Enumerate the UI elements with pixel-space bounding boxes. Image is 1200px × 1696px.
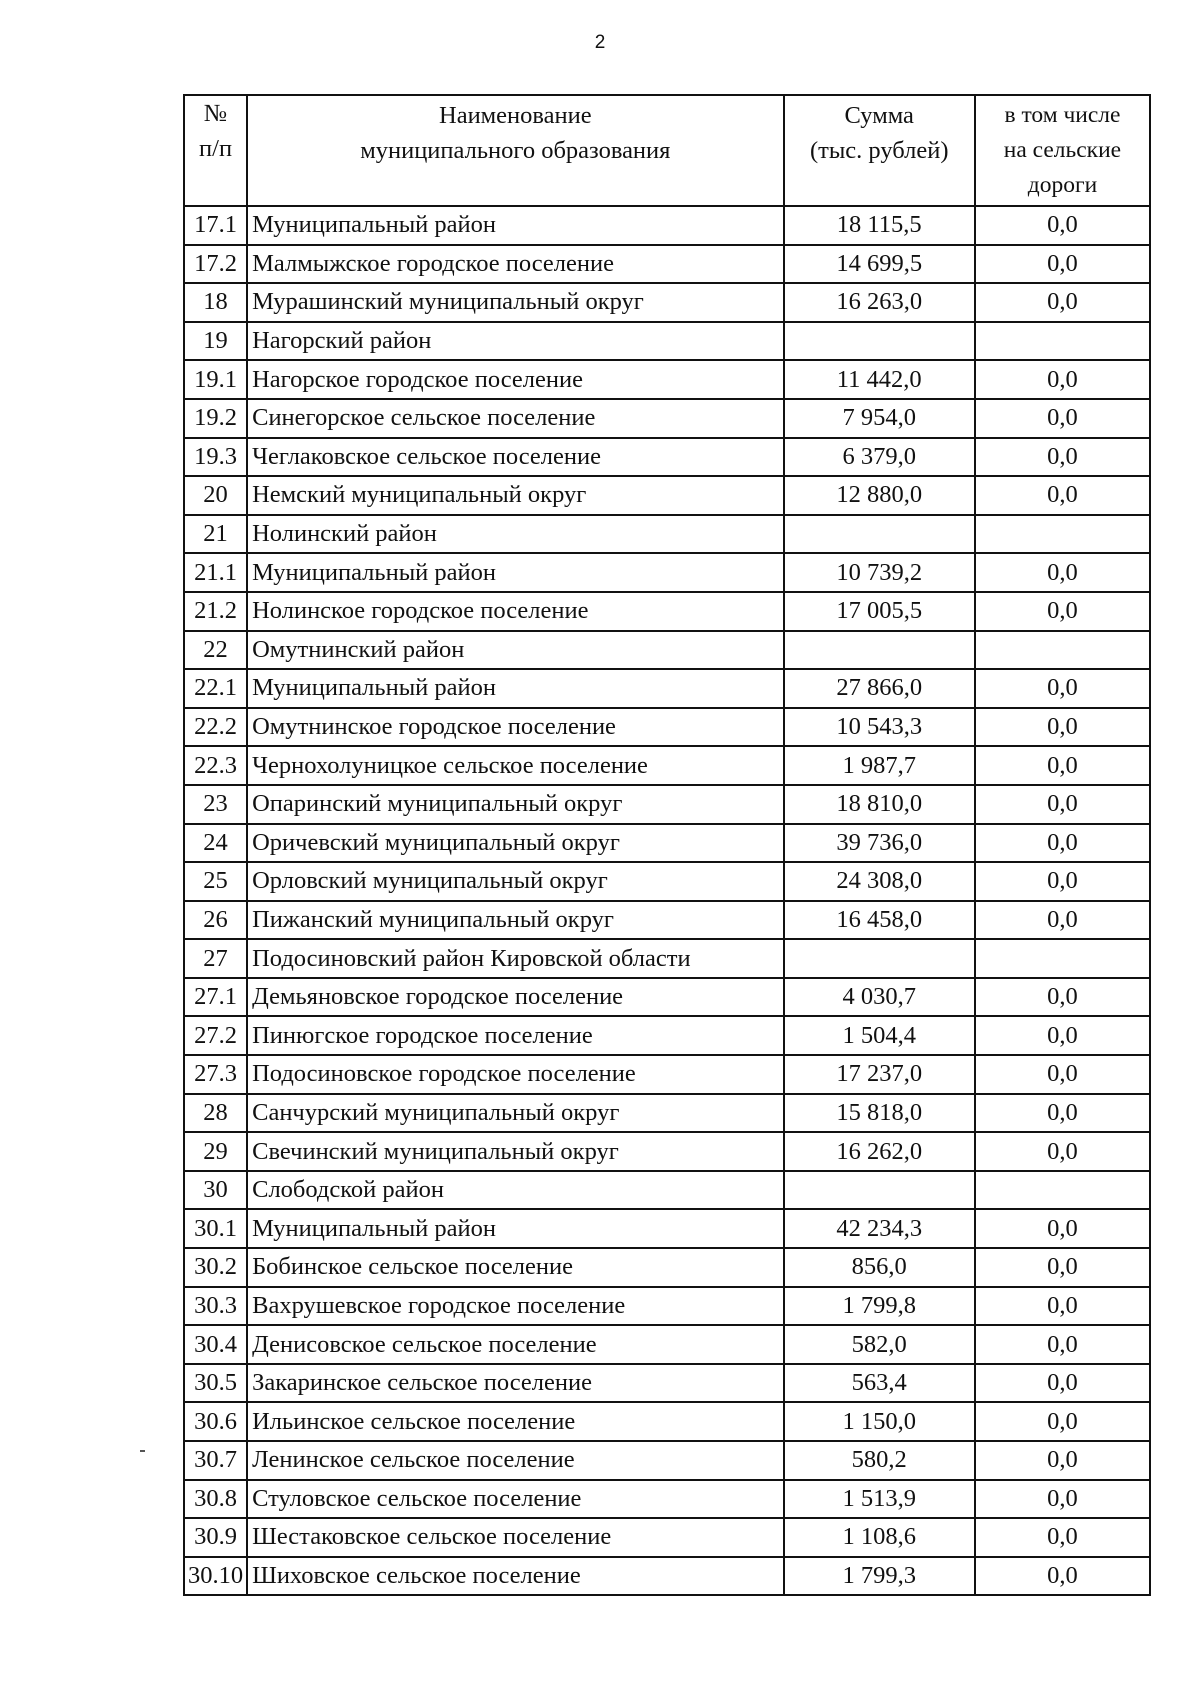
- allocation-table: [183, 94, 1151, 1596]
- row-sum-cell: 1 799,3: [784, 1557, 975, 1596]
- row-number-cell: 19.3: [184, 438, 247, 477]
- table-row: [184, 1016, 1150, 1055]
- table-row: [184, 1518, 1150, 1557]
- row-roads-cell: 0,0: [975, 708, 1150, 747]
- row-roads-cell: 0,0: [975, 283, 1150, 322]
- table-row: [184, 399, 1150, 438]
- row-roads-cell: [975, 1171, 1150, 1210]
- row-roads-cell: 0,0: [975, 901, 1150, 940]
- row-roads-cell: 0,0: [975, 1248, 1150, 1287]
- table-body: [184, 206, 1150, 1595]
- row-roads-cell: [975, 322, 1150, 361]
- row-roads-cell: 0,0: [975, 360, 1150, 399]
- row-sum-cell: 27 866,0: [784, 669, 975, 708]
- table-row: [184, 708, 1150, 747]
- row-sum-cell: 1 987,7: [784, 746, 975, 785]
- row-name-cell: Омутнинское городское поселение: [247, 708, 783, 747]
- row-number-cell: 27: [184, 939, 247, 978]
- row-sum-cell: 856,0: [784, 1248, 975, 1287]
- row-number-cell: 27.3: [184, 1055, 247, 1094]
- row-name-cell: Орловский муниципальный округ: [247, 862, 783, 901]
- row-roads-cell: 0,0: [975, 785, 1150, 824]
- header-roads-line: дороги: [1027, 172, 1098, 198]
- row-name-cell: Опаринский муниципальный округ: [247, 785, 783, 824]
- row-roads-cell: 0,0: [975, 1480, 1150, 1519]
- row-name-cell: Свечинский муниципальный округ: [247, 1132, 783, 1171]
- table-row: [184, 862, 1150, 901]
- row-sum-cell: [784, 631, 975, 670]
- row-sum-cell: 1 513,9: [784, 1480, 975, 1519]
- header-name: [247, 95, 783, 206]
- row-name-cell: Шестаковское сельское поселение: [247, 1518, 783, 1557]
- row-number-cell: 30.3: [184, 1287, 247, 1326]
- table-row: [184, 1557, 1150, 1596]
- row-roads-cell: 0,0: [975, 1094, 1150, 1133]
- row-sum-cell: 582,0: [784, 1325, 975, 1364]
- row-roads-cell: 0,0: [975, 206, 1150, 245]
- row-number-cell: 25: [184, 862, 247, 901]
- row-roads-cell: 0,0: [975, 1016, 1150, 1055]
- row-roads-cell: 0,0: [975, 1364, 1150, 1403]
- row-sum-cell: 17 237,0: [784, 1055, 975, 1094]
- row-sum-cell: [784, 939, 975, 978]
- header-row: [184, 95, 1150, 206]
- row-sum-cell: 12 880,0: [784, 476, 975, 515]
- row-number-cell: 21: [184, 515, 247, 554]
- row-sum-cell: [784, 515, 975, 554]
- table-row: [184, 939, 1150, 978]
- row-sum-cell: 10 739,2: [784, 553, 975, 592]
- row-roads-cell: 0,0: [975, 438, 1150, 477]
- row-roads-cell: 0,0: [975, 1287, 1150, 1326]
- row-number-cell: 26: [184, 901, 247, 940]
- row-number-cell: 30.7: [184, 1441, 247, 1480]
- row-name-cell: Вахрушевское городское поселение: [247, 1287, 783, 1326]
- header-name-line: Наименование: [439, 102, 592, 129]
- row-roads-cell: 0,0: [975, 669, 1150, 708]
- row-number-cell: 28: [184, 1094, 247, 1133]
- row-sum-cell: [784, 1171, 975, 1210]
- row-roads-cell: 0,0: [975, 862, 1150, 901]
- row-roads-cell: 0,0: [975, 476, 1150, 515]
- row-name-cell: Малмыжское городское поселение: [247, 245, 783, 284]
- row-name-cell: Муниципальный район: [247, 206, 783, 245]
- table-row: [184, 1325, 1150, 1364]
- table-row: [184, 669, 1150, 708]
- row-sum-cell: 1 108,6: [784, 1518, 975, 1557]
- row-number-cell: 27.2: [184, 1016, 247, 1055]
- row-roads-cell: 0,0: [975, 824, 1150, 863]
- row-sum-cell: 42 234,3: [784, 1209, 975, 1248]
- table-row: [184, 283, 1150, 322]
- header-num-line: №: [203, 100, 228, 127]
- row-number-cell: 30.2: [184, 1248, 247, 1287]
- row-name-cell: Стуловское сельское поселение: [247, 1480, 783, 1519]
- row-sum-cell: 14 699,5: [784, 245, 975, 284]
- row-name-cell: Чеглаковское сельское поселение: [247, 438, 783, 477]
- row-roads-cell: 0,0: [975, 746, 1150, 785]
- row-number-cell: 19.1: [184, 360, 247, 399]
- row-roads-cell: 0,0: [975, 1518, 1150, 1557]
- row-name-cell: Нолинское городское поселение: [247, 592, 783, 631]
- row-sum-cell: 1 150,0: [784, 1402, 975, 1441]
- row-number-cell: 21.1: [184, 553, 247, 592]
- row-number-cell: 21.2: [184, 592, 247, 631]
- row-sum-cell: 18 810,0: [784, 785, 975, 824]
- table-row: [184, 1402, 1150, 1441]
- header-roads-line: в том числе: [1004, 102, 1121, 128]
- header-sum-line: Сумма: [844, 102, 914, 129]
- row-sum-cell: 16 262,0: [784, 1132, 975, 1171]
- row-roads-cell: 0,0: [975, 1441, 1150, 1480]
- row-name-cell: Нагорское городское поселение: [247, 360, 783, 399]
- table-row: [184, 978, 1150, 1017]
- row-name-cell: Подосиновское городское поселение: [247, 1055, 783, 1094]
- row-name-cell: Мурашинский муниципальный округ: [247, 283, 783, 322]
- row-roads-cell: [975, 631, 1150, 670]
- table-row: [184, 1055, 1150, 1094]
- table-row: [184, 245, 1150, 284]
- row-sum-cell: 24 308,0: [784, 862, 975, 901]
- row-name-cell: Немский муниципальный округ: [247, 476, 783, 515]
- table-row: [184, 824, 1150, 863]
- row-sum-cell: 16 458,0: [784, 901, 975, 940]
- row-number-cell: 22.3: [184, 746, 247, 785]
- row-number-cell: 30.5: [184, 1364, 247, 1403]
- row-sum-cell: 1 799,8: [784, 1287, 975, 1326]
- table-row: [184, 785, 1150, 824]
- row-number-cell: 17.1: [184, 206, 247, 245]
- table-row: [184, 322, 1150, 361]
- row-name-cell: Ленинское сельское поселение: [247, 1441, 783, 1480]
- row-name-cell: Пинюгское городское поселение: [247, 1016, 783, 1055]
- header-roads: [975, 95, 1150, 206]
- row-roads-cell: 0,0: [975, 978, 1150, 1017]
- row-roads-cell: 0,0: [975, 1325, 1150, 1364]
- row-name-cell: Нолинский район: [247, 515, 783, 554]
- row-roads-cell: 0,0: [975, 1557, 1150, 1596]
- row-number-cell: 29: [184, 1132, 247, 1171]
- row-name-cell: Оричевский муниципальный округ: [247, 824, 783, 863]
- table-row: [184, 515, 1150, 554]
- row-roads-cell: 0,0: [975, 553, 1150, 592]
- row-number-cell: 30.9: [184, 1518, 247, 1557]
- row-name-cell: Синегорское сельское поселение: [247, 399, 783, 438]
- row-name-cell: Чернохолуницкое сельское поселение: [247, 746, 783, 785]
- row-number-cell: 30.1: [184, 1209, 247, 1248]
- row-number-cell: 18: [184, 283, 247, 322]
- header-num: [184, 95, 247, 206]
- row-roads-cell: 0,0: [975, 399, 1150, 438]
- table-row: [184, 553, 1150, 592]
- table-row: [184, 1480, 1150, 1519]
- row-number-cell: 24: [184, 824, 247, 863]
- row-number-cell: 19: [184, 322, 247, 361]
- row-number-cell: 20: [184, 476, 247, 515]
- row-sum-cell: 563,4: [784, 1364, 975, 1403]
- row-roads-cell: 0,0: [975, 1209, 1150, 1248]
- row-name-cell: Бобинское сельское поселение: [247, 1248, 783, 1287]
- row-sum-cell: 4 030,7: [784, 978, 975, 1017]
- row-name-cell: Санчурский муниципальный округ: [247, 1094, 783, 1133]
- row-sum-cell: 18 115,5: [784, 206, 975, 245]
- row-roads-cell: 0,0: [975, 1132, 1150, 1171]
- row-sum-cell: 1 504,4: [784, 1016, 975, 1055]
- header-roads-line: на сельские: [1003, 137, 1122, 163]
- table-row: [184, 206, 1150, 245]
- row-number-cell: 30.6: [184, 1402, 247, 1441]
- table-row: [184, 1209, 1150, 1248]
- row-name-cell: Муниципальный район: [247, 553, 783, 592]
- header-num-line: п/п: [199, 135, 233, 162]
- header-sum: [784, 95, 975, 206]
- row-number-cell: 22: [184, 631, 247, 670]
- row-number-cell: 22.2: [184, 708, 247, 747]
- row-roads-cell: 0,0: [975, 1402, 1150, 1441]
- row-sum-cell: 6 379,0: [784, 438, 975, 477]
- row-name-cell: Муниципальный район: [247, 669, 783, 708]
- table-row: [184, 476, 1150, 515]
- table-row: [184, 438, 1150, 477]
- page-number: 2: [594, 32, 606, 53]
- row-sum-cell: [784, 322, 975, 361]
- scan-mark: [140, 1450, 145, 1452]
- row-sum-cell: 7 954,0: [784, 399, 975, 438]
- row-name-cell: Омутнинский район: [247, 631, 783, 670]
- row-number-cell: 30.10: [184, 1557, 247, 1596]
- row-roads-cell: 0,0: [975, 245, 1150, 284]
- row-sum-cell: 15 818,0: [784, 1094, 975, 1133]
- table-row: [184, 1441, 1150, 1480]
- table-row: [184, 1094, 1150, 1133]
- table-row: [184, 1364, 1150, 1403]
- row-roads-cell: 0,0: [975, 1055, 1150, 1094]
- table-row: [184, 360, 1150, 399]
- row-name-cell: Нагорский район: [247, 322, 783, 361]
- row-sum-cell: 11 442,0: [784, 360, 975, 399]
- table-row: [184, 1287, 1150, 1326]
- table-row: [184, 1132, 1150, 1171]
- row-sum-cell: 16 263,0: [784, 283, 975, 322]
- header-name-line: муниципального образования: [360, 137, 671, 164]
- row-sum-cell: 580,2: [784, 1441, 975, 1480]
- row-number-cell: 23: [184, 785, 247, 824]
- row-name-cell: Ильинское сельское поселение: [247, 1402, 783, 1441]
- row-number-cell: 30.4: [184, 1325, 247, 1364]
- row-number-cell: 22.1: [184, 669, 247, 708]
- row-sum-cell: 39 736,0: [784, 824, 975, 863]
- table-header: [184, 95, 1150, 206]
- row-roads-cell: [975, 515, 1150, 554]
- row-number-cell: 30: [184, 1171, 247, 1210]
- header-sum-line: (тыс. рублей): [809, 137, 949, 164]
- row-name-cell: Демьяновское городское поселение: [247, 978, 783, 1017]
- row-name-cell: Денисовское сельское поселение: [247, 1325, 783, 1364]
- row-name-cell: Закаринское сельское поселение: [247, 1364, 783, 1403]
- row-name-cell: Слободской район: [247, 1171, 783, 1210]
- table-row: [184, 631, 1150, 670]
- row-number-cell: 30.8: [184, 1480, 247, 1519]
- row-name-cell: Пижанский муниципальный округ: [247, 901, 783, 940]
- table-row: [184, 746, 1150, 785]
- table-row: [184, 592, 1150, 631]
- table-row: [184, 1171, 1150, 1210]
- row-number-cell: 19.2: [184, 399, 247, 438]
- row-name-cell: Муниципальный район: [247, 1209, 783, 1248]
- row-name-cell: Шиховское сельское поселение: [247, 1557, 783, 1596]
- table-row: [184, 1248, 1150, 1287]
- table-row: [184, 901, 1150, 940]
- row-number-cell: 27.1: [184, 978, 247, 1017]
- row-sum-cell: 17 005,5: [784, 592, 975, 631]
- row-sum-cell: 10 543,3: [784, 708, 975, 747]
- row-number-cell: 17.2: [184, 245, 247, 284]
- row-roads-cell: 0,0: [975, 592, 1150, 631]
- row-roads-cell: [975, 939, 1150, 978]
- row-name-cell: Подосиновский район Кировской области: [247, 939, 783, 978]
